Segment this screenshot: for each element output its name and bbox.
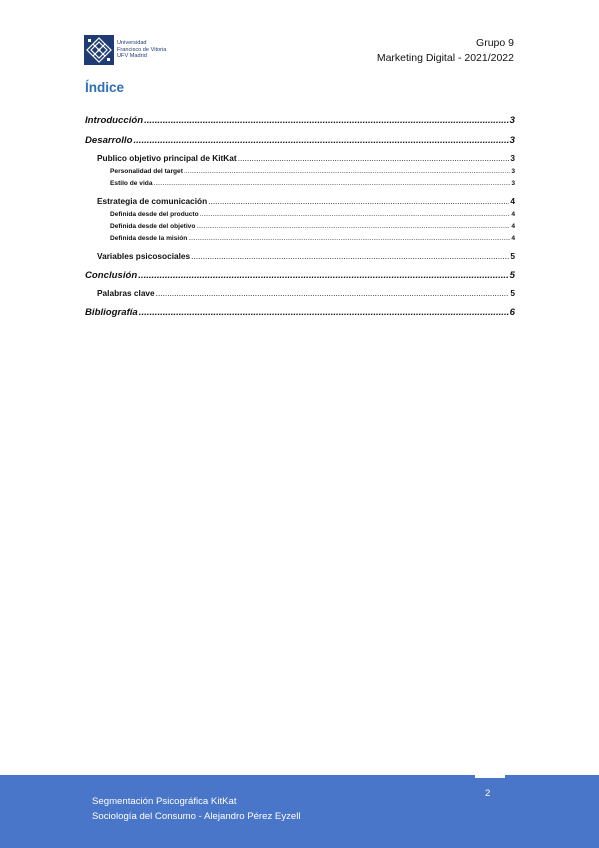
toc-entry-definida-mision[interactable]: [85, 230, 515, 242]
dot-leader: [138, 270, 508, 281]
toc-entry-label: Definida desde la misión: [110, 235, 188, 242]
dot-leader: [144, 115, 509, 126]
toc-entry-label: Palabras clave: [97, 288, 155, 298]
toc-entry-definida-producto[interactable]: [85, 206, 515, 218]
dot-leader: [200, 211, 511, 218]
toc-entry-estilo-vida[interactable]: [85, 175, 515, 187]
logo-line: Universidad: [117, 40, 147, 47]
dot-leader: [238, 153, 510, 163]
toc-entry-publico-objetivo[interactable]: [85, 150, 515, 163]
toc-entry-page: 5: [510, 251, 515, 261]
toc-entry-label: Estilo de vida: [110, 180, 153, 187]
toc-entry-label: Definida desde del producto: [110, 211, 199, 218]
dot-leader: [154, 180, 511, 187]
toc-entry-page: 5: [510, 288, 515, 298]
footer-course-author: Sociología del Consumo - Alejandro Pérez Eyzell: [92, 811, 301, 822]
toc-entry-page: 3: [511, 180, 515, 187]
toc-entry-label: Personalidad del target: [110, 168, 183, 175]
toc-entry-personalidad-target[interactable]: [85, 163, 515, 175]
toc-entry-page: 4: [510, 196, 515, 206]
toc-entry-definida-objetivo[interactable]: [85, 218, 515, 230]
footer-text: [92, 794, 301, 824]
logo-line: Francisco de Vitoria: [117, 46, 167, 53]
toc-entry-conclusion[interactable]: [85, 261, 515, 281]
logo-text: [117, 40, 166, 59]
toc-entry-page: 4: [511, 223, 515, 230]
toc-entry-label: Estrategia de comunicación: [97, 196, 208, 206]
toc-entry-palabras-clave[interactable]: [85, 285, 515, 298]
toc-entry-bibliografia[interactable]: [85, 298, 515, 318]
dot-leader: [133, 135, 508, 146]
table-of-contents: [85, 106, 515, 318]
dot-leader: [139, 307, 509, 318]
toc-entry-label: Bibliografía: [85, 307, 138, 318]
toc-entry-label: Definida desde del objetivo: [110, 223, 196, 230]
dot-leader: [196, 223, 510, 230]
page-header: [377, 36, 514, 66]
toc-entry-page: 6: [509, 307, 515, 318]
toc-entry-label: Introducción: [85, 115, 144, 126]
toc-title: Índice: [85, 80, 125, 95]
university-logo: [84, 34, 184, 66]
university-logo-icon: [84, 35, 114, 65]
toc-entry-page: 3: [511, 168, 515, 175]
toc-entry-page: 3: [510, 153, 515, 163]
toc-entry-introduccion[interactable]: [85, 106, 515, 126]
footer-tab-divider: [475, 775, 505, 778]
dot-leader: [188, 235, 510, 242]
dot-leader: [208, 196, 509, 206]
toc-entry-desarrollo[interactable]: [85, 126, 515, 146]
toc-entry-page: 4: [511, 235, 515, 242]
toc-entry-page: 3: [509, 135, 515, 146]
page-number: 2: [485, 788, 491, 799]
group-label: Grupo 9: [476, 37, 514, 49]
toc-entry-page: 3: [509, 115, 515, 126]
dot-leader: [184, 168, 510, 175]
toc-entry-label: Variables psicosociales: [97, 251, 191, 261]
toc-entry-variables-psicosociales[interactable]: [85, 248, 515, 261]
dot-leader: [156, 288, 510, 298]
toc-entry-label: Publico objetivo principal de KitKat: [97, 153, 237, 163]
toc-entry-label: Conclusión: [85, 270, 138, 281]
dot-leader: [191, 251, 509, 261]
course-label: Marketing Digital - 2021/2022: [376, 52, 514, 64]
toc-entry-label: Desarrollo: [85, 135, 133, 146]
toc-entry-page: 5: [509, 270, 515, 281]
toc-entry-estrategia-comunicacion[interactable]: [85, 193, 515, 206]
footer-document-title: Segmentación Psicográfica KitKat: [92, 796, 237, 807]
toc-entry-page: 4: [511, 211, 515, 218]
logo-line: UFV Madrid: [117, 53, 147, 60]
